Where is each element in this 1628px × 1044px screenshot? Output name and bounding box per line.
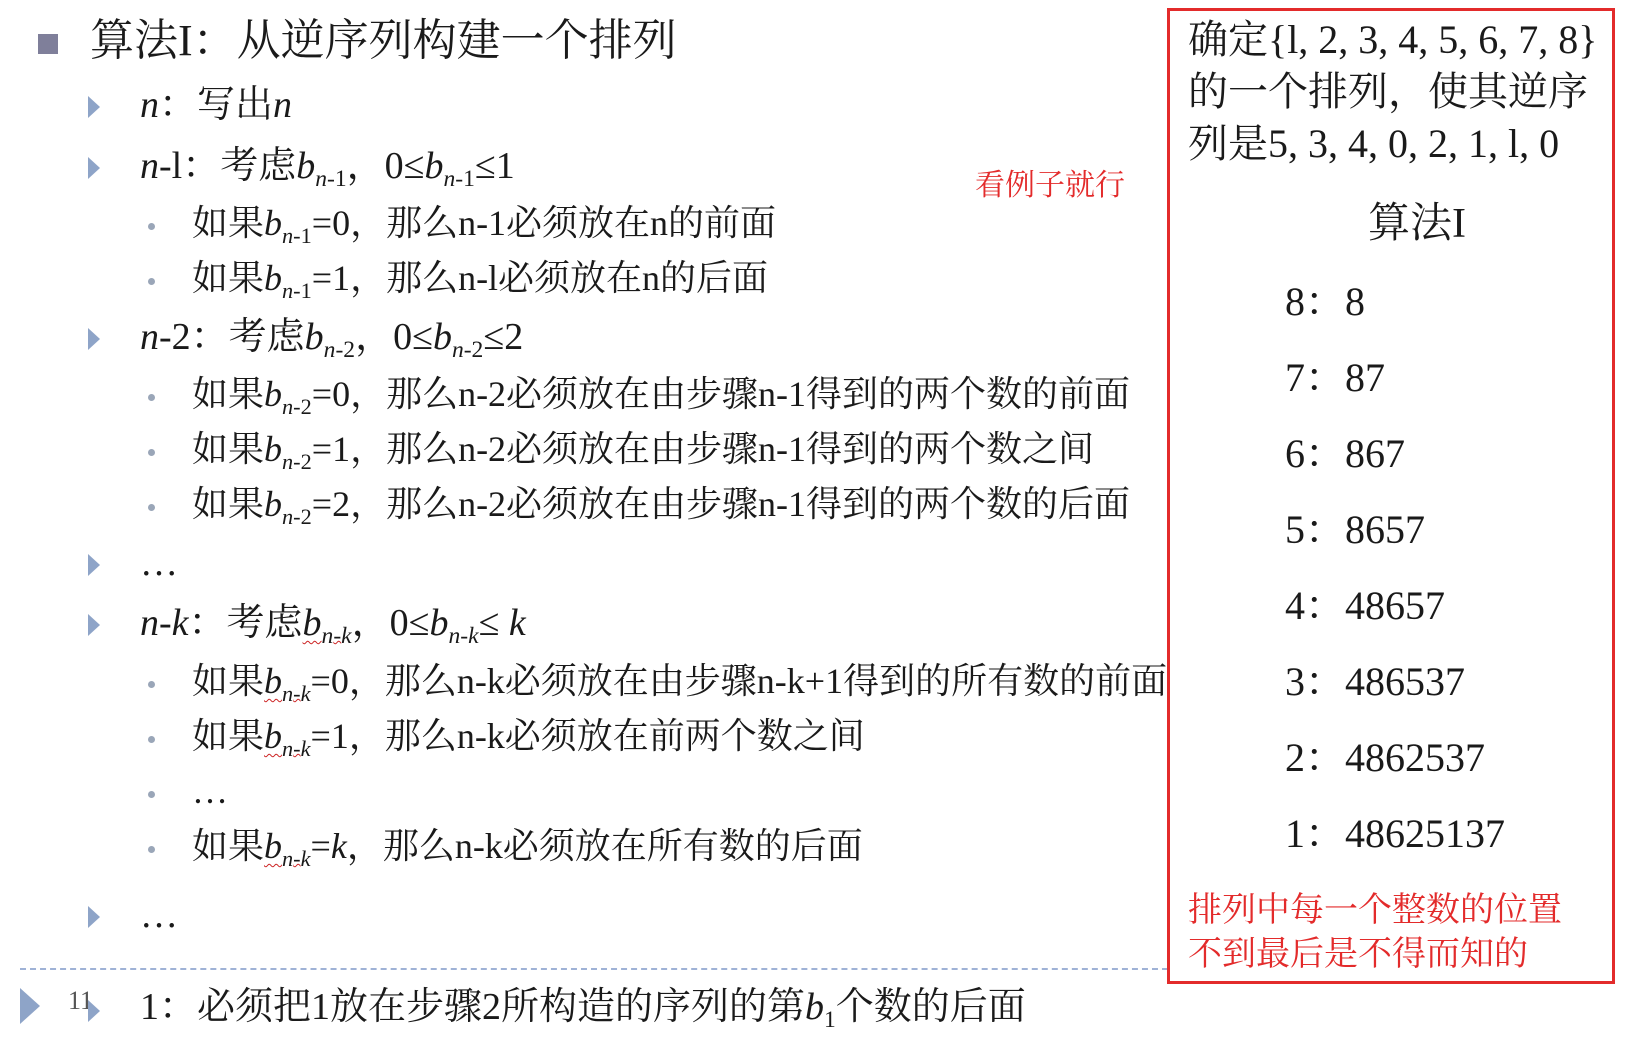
dot-bullet-icon bbox=[148, 504, 155, 511]
page-number: 11 bbox=[68, 986, 94, 1015]
dot-bullet-icon bbox=[148, 846, 155, 853]
example-step: 6：867 bbox=[1285, 431, 1405, 476]
example-footer-1: 排列中每一个整数的位置 bbox=[1188, 890, 1562, 930]
example-step: 2：4862537 bbox=[1285, 735, 1485, 780]
dot-bullet-icon bbox=[148, 681, 155, 688]
dot-bullet-icon bbox=[148, 736, 155, 743]
example-subtitle: 算法I bbox=[1368, 201, 1466, 247]
step-n-k: n-k：考虑$b_{n-k}$，$0\le b_{n-k}\le k$ bbox=[140, 602, 526, 650]
step-n-1: n-l：考虑$b_{n-1}$，$0\le b_{n-1}\le 1$ bbox=[140, 145, 515, 193]
example-step: 4：48657 bbox=[1285, 583, 1445, 628]
example-step: 5：8657 bbox=[1285, 507, 1425, 552]
example-footer-2: 不到最后是不得而知的 bbox=[1188, 934, 1528, 974]
triangle-bullet-icon bbox=[88, 157, 100, 179]
triangle-bullet-icon bbox=[88, 328, 100, 350]
step-n-2-case-2: 如果$b_{n-2}=2$，那么n-2必须放在由步骤n-1得到的两个数的后面 bbox=[192, 484, 1131, 529]
triangle-bullet-icon bbox=[88, 96, 100, 118]
step-ellipsis-2: … bbox=[140, 894, 178, 936]
example-step: 7：87 bbox=[1285, 355, 1385, 400]
step-n-1-case-1: 如果$b_{n-1}=1$，那么n-l必须放在n的后面 bbox=[192, 258, 769, 303]
step-ellipsis: … bbox=[140, 542, 178, 584]
step-n-k-case-k: 如果$b_{n-k}=k$，那么n-k必须放在所有数的后面 bbox=[192, 826, 863, 871]
dot-bullet-icon bbox=[148, 278, 155, 285]
step-n-k-case-0: 如果$b_{n-k}=0$，那么n-k必须放在由步骤n-k+1得到的所有数的前面 bbox=[192, 661, 1168, 706]
triangle-bullet-icon bbox=[88, 614, 100, 636]
slide-divider bbox=[20, 968, 1168, 970]
triangle-bullet-icon bbox=[88, 1000, 100, 1022]
example-step: 8：8 bbox=[1285, 279, 1365, 324]
dot-bullet-icon bbox=[148, 791, 155, 798]
step-n-1-case-0: 如果$b_{n-1}=0$，那么n-1必须放在n的前面 bbox=[192, 203, 777, 248]
step-n-2: n-2：考虑$b_{n-2}$，$0\le b_{n-2}\le 2$ bbox=[140, 316, 524, 364]
example-step: 3：486537 bbox=[1285, 659, 1465, 704]
example-line-3: 列是5, 3, 4, 0, 2, 1, l, 0 bbox=[1188, 121, 1560, 166]
page-title: 算法I：从逆序列构建一个排列 bbox=[90, 16, 677, 65]
title-bullet-icon bbox=[38, 34, 58, 54]
example-line-2: 的一个排列，使其逆序 bbox=[1188, 69, 1588, 114]
step-n-k-ellipsis: … bbox=[192, 771, 228, 811]
triangle-bullet-icon bbox=[88, 554, 100, 576]
slide-marker-icon bbox=[20, 988, 40, 1024]
step-n-k-case-1: 如果$b_{n-k}=1$，那么n-k必须放在前两个数之间 bbox=[192, 716, 865, 761]
example-line-1: 确定{l, 2, 3, 4, 5, 6, 7, 8} bbox=[1188, 17, 1598, 62]
step-n-2-case-1: 如果$b_{n-2}=1$，那么n-2必须放在由步骤n-1得到的两个数之间 bbox=[192, 429, 1095, 474]
dot-bullet-icon bbox=[148, 223, 155, 230]
example-step: 1：48625137 bbox=[1285, 811, 1505, 856]
dot-bullet-icon bbox=[148, 394, 155, 401]
dot-bullet-icon bbox=[148, 449, 155, 456]
annotation-note: 看例子就行 bbox=[975, 168, 1125, 203]
step-n: n：写出n bbox=[140, 84, 293, 126]
triangle-bullet-icon bbox=[88, 906, 100, 928]
step-1: 1：必须把1放在步骤2所构造的序列的第$b_1$个数的后面 bbox=[140, 986, 1026, 1034]
step-n-2-case-0: 如果$b_{n-2}=0$，那么n-2必须放在由步骤n-1得到的两个数的前面 bbox=[192, 374, 1131, 419]
